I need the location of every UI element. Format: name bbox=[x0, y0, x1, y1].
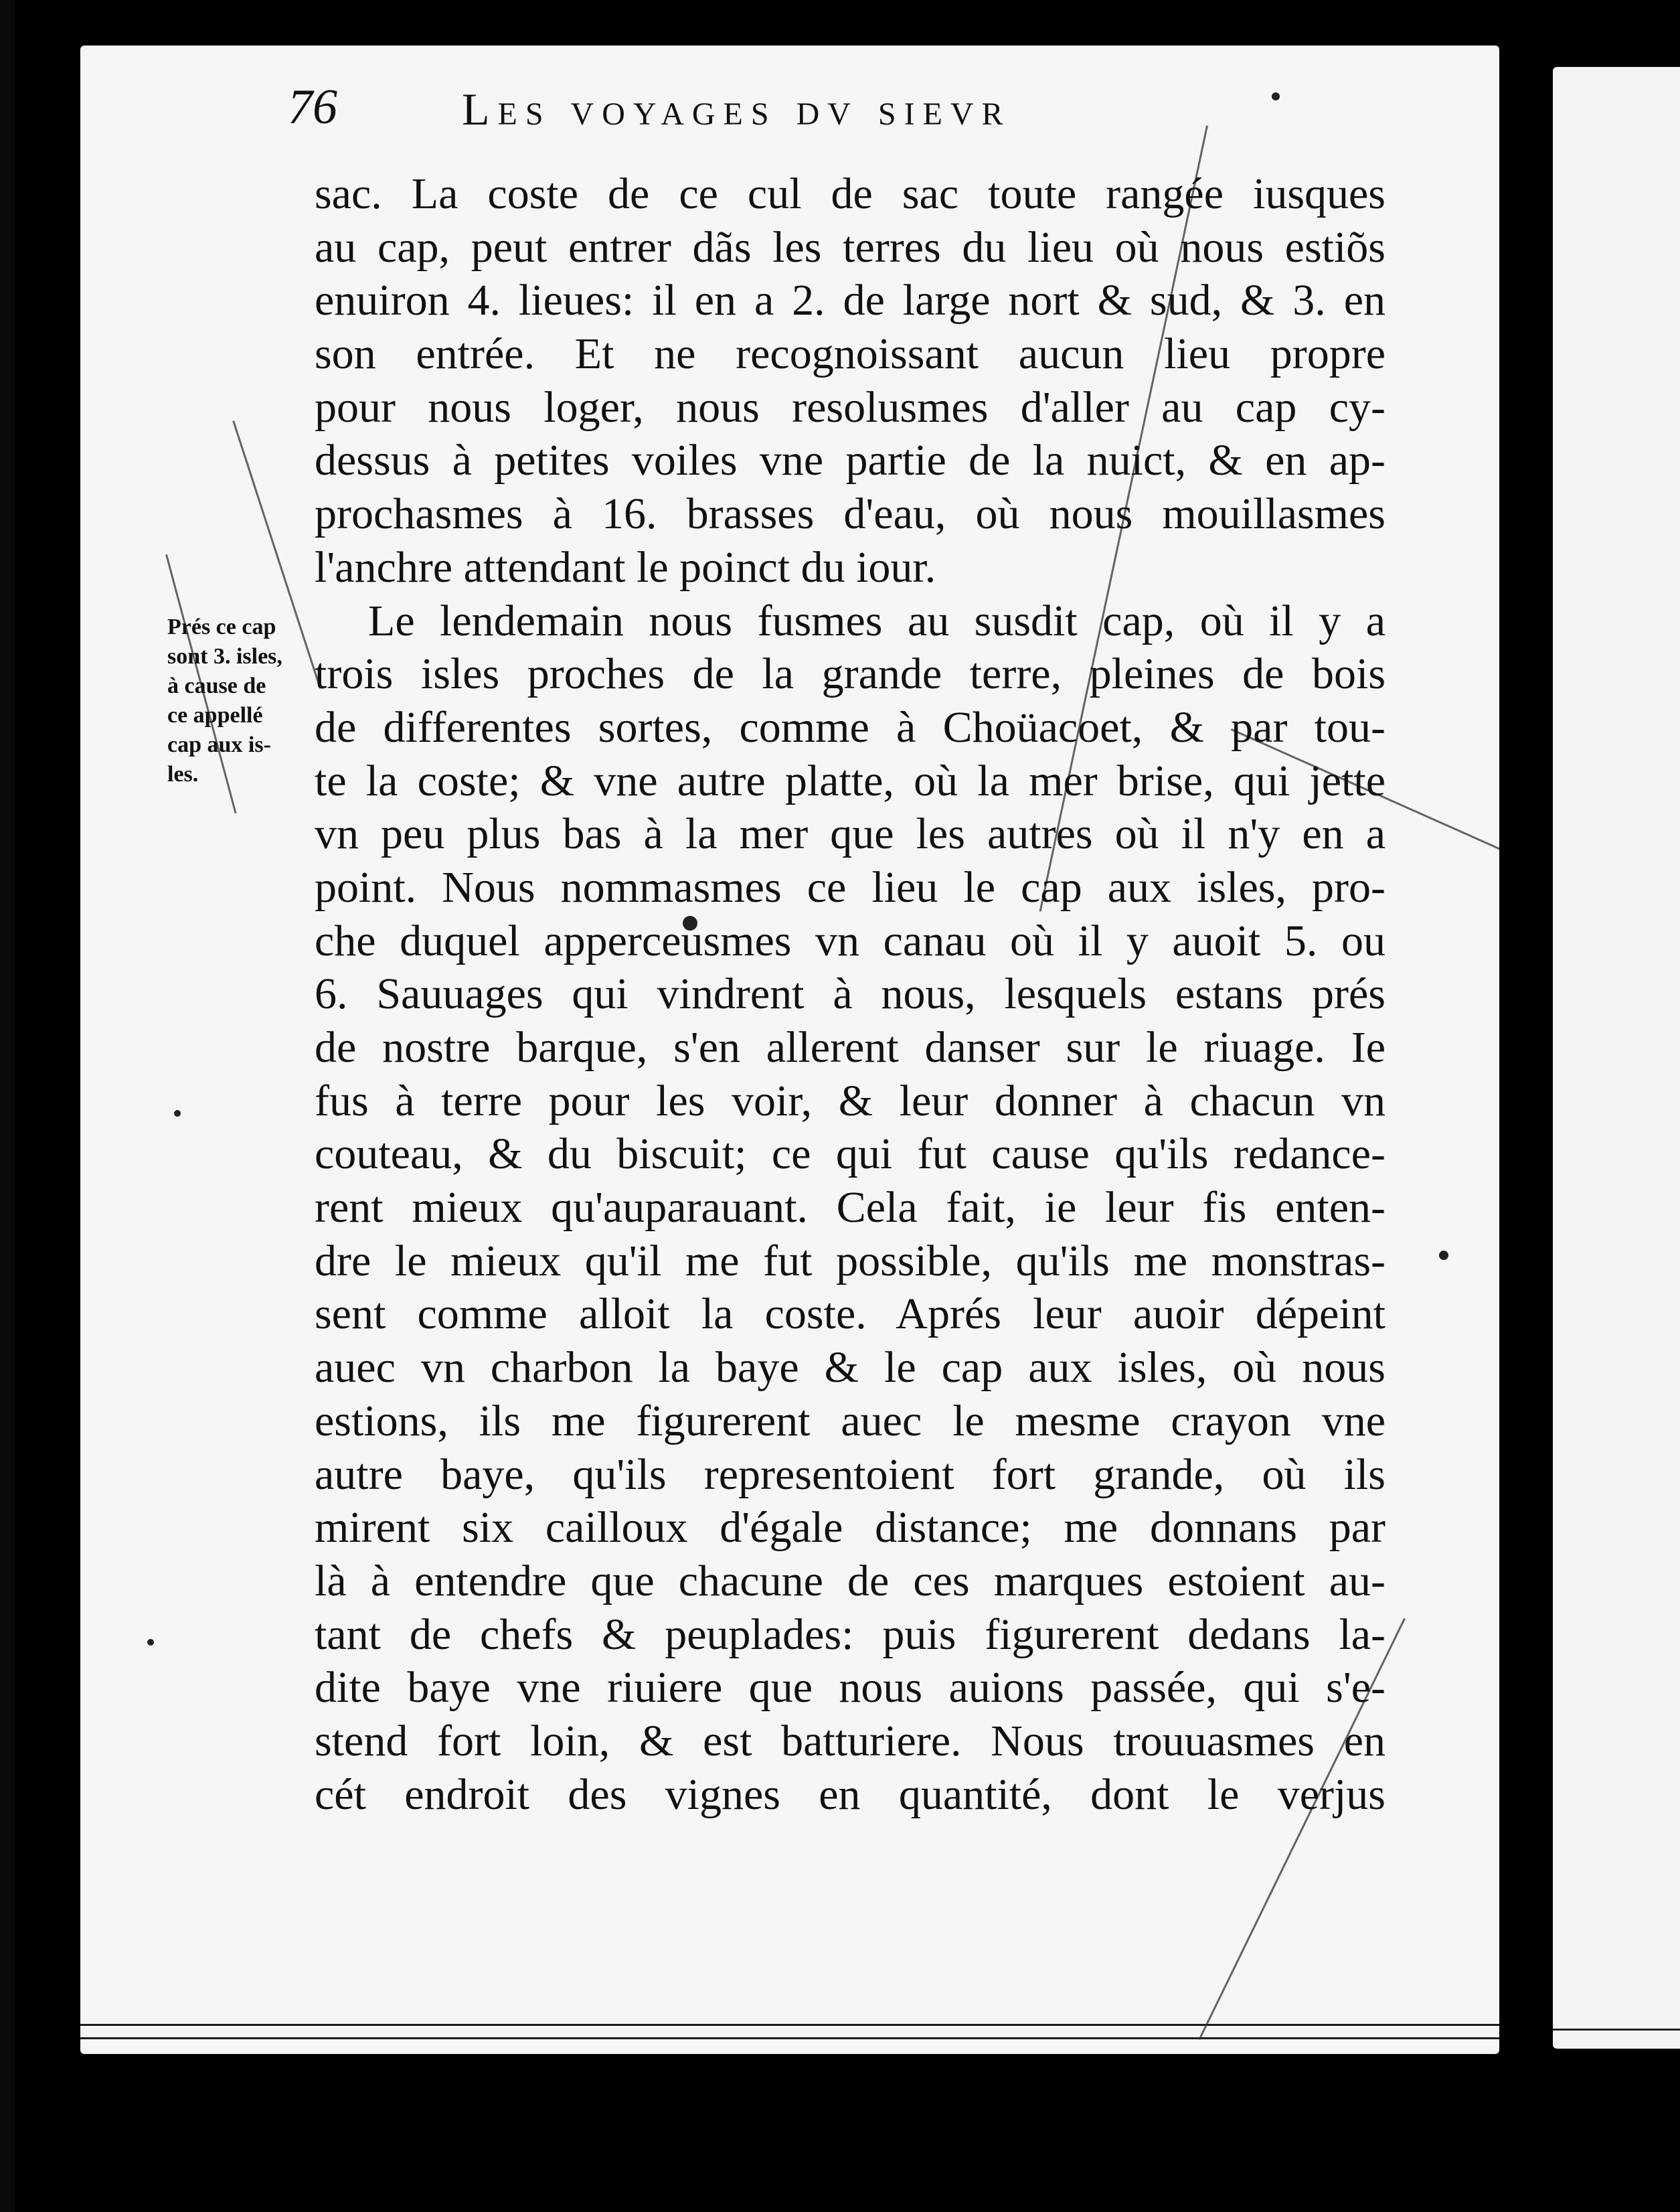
text-line: au cap, peut entrer dãs les terres du lieu où nous estiõs bbox=[315, 222, 1385, 272]
text-line: cét endroit des vignes en quantité, dont le verjus bbox=[315, 1769, 1385, 1819]
text-line: trois isles proches de la grande terre, pleines de bois bbox=[315, 649, 1385, 699]
text-line: sac. La coste de ce cul de sac toute rangée iusques bbox=[315, 169, 1385, 218]
running-head: Les voyages dv sievr bbox=[462, 84, 1011, 135]
facing-page-rule bbox=[1553, 2029, 1680, 2031]
text-line: stend fort loin, & est batturiere. Nous trouuasmes en bbox=[315, 1716, 1385, 1765]
text-line: l'anchre attendant le poinct du iour. bbox=[315, 542, 936, 592]
marginal-note-line: sont 3. isles, bbox=[167, 644, 282, 669]
text-line: vn peu plus bas à la mer que les autres où il n'y en a bbox=[315, 809, 1385, 859]
text-line: dessus à petites voiles vne partie de la nuict, & en ap- bbox=[315, 436, 1385, 485]
marginal-note-line: cap aux is- bbox=[167, 732, 271, 757]
marginal-note-line: à cause de bbox=[167, 674, 266, 698]
text-line: enuiron 4. lieues: il en a 2. de large nort & sud, & 3. en bbox=[315, 276, 1385, 325]
body-text bbox=[315, 167, 1385, 1821]
ink-speck bbox=[1439, 1251, 1448, 1260]
text-line: de differentes sortes, comme à Choüacoet, & par tou- bbox=[315, 702, 1385, 752]
text-line: te la coste; & vne autre platte, où la mer brise, qui jette bbox=[315, 756, 1385, 805]
marginal-note-line: les. bbox=[167, 762, 199, 787]
text-line: son entrée. Et ne recognoissant aucun lieu propre bbox=[315, 329, 1385, 379]
facing-page-edge bbox=[1553, 67, 1680, 2049]
text-line: tant de chefs & peuplades: puis figurerent dedans la- bbox=[315, 1609, 1385, 1659]
text-line: sent comme alloit la coste. Aprés leur auoir dépeint bbox=[315, 1289, 1385, 1339]
text-line: point. Nous nommasmes ce lieu le cap aux isles, pro- bbox=[315, 862, 1385, 912]
text-line: prochasmes à 16. brasses d'eau, où nous mouillasmes bbox=[315, 489, 1385, 539]
text-line: dre le mieux qu'il me fut possible, qu'ils me monstras- bbox=[315, 1236, 1385, 1285]
text-line: fus à terre pour les voir, & leur donner à chacun vn bbox=[315, 1076, 1385, 1125]
text-line: estions, ils me figurerent auec le mesme crayon vne bbox=[315, 1396, 1385, 1445]
text-line: auec vn charbon la baye & le cap aux isles, où nous bbox=[315, 1343, 1385, 1393]
page-number: 76 bbox=[288, 80, 337, 135]
text-line: Le lendemain nous fusmes au susdit cap, où il y a bbox=[368, 596, 1385, 645]
marginal-note-line: Prés ce cap bbox=[167, 615, 276, 639]
text-line: 6. Sauuages qui vindrent à nous, lesquels estans prés bbox=[315, 969, 1385, 1019]
bottom-rule-lower bbox=[80, 2037, 1499, 2039]
text-line: de nostre barque, s'en allerent danser sur le riuage. Ie bbox=[315, 1023, 1385, 1072]
text-line: pour nous loger, nous resolusmes d'aller au cap cy- bbox=[315, 382, 1385, 432]
ink-speck bbox=[147, 1639, 154, 1646]
text-line: là à entendre que chacune de ces marques estoient au- bbox=[315, 1556, 1385, 1605]
marginal-note bbox=[167, 613, 301, 789]
text-line: couteau, & du biscuit; ce qui fut cause qu'ils redance- bbox=[315, 1129, 1385, 1179]
marginal-note-line: ce appellé bbox=[167, 703, 263, 728]
page-header bbox=[288, 79, 1499, 153]
text-line: dite baye vne riuiere que nous auions passée, qui s'e- bbox=[315, 1663, 1385, 1713]
text-line: autre baye, qu'ils representoient fort grande, où ils bbox=[315, 1449, 1385, 1499]
text-line: che duquel apperceusmes vn canau où il y auoit 5. ou bbox=[315, 916, 1385, 965]
ink-speck bbox=[174, 1110, 181, 1117]
text-line: mirent six cailloux d'égale distance; me donnans par bbox=[315, 1503, 1385, 1553]
text-line: rent mieux qu'auparauant. Cela fait, ie leur fis enten- bbox=[315, 1183, 1385, 1233]
bottom-rule-upper bbox=[80, 2024, 1499, 2026]
previous-page-edge bbox=[0, 0, 15, 2212]
